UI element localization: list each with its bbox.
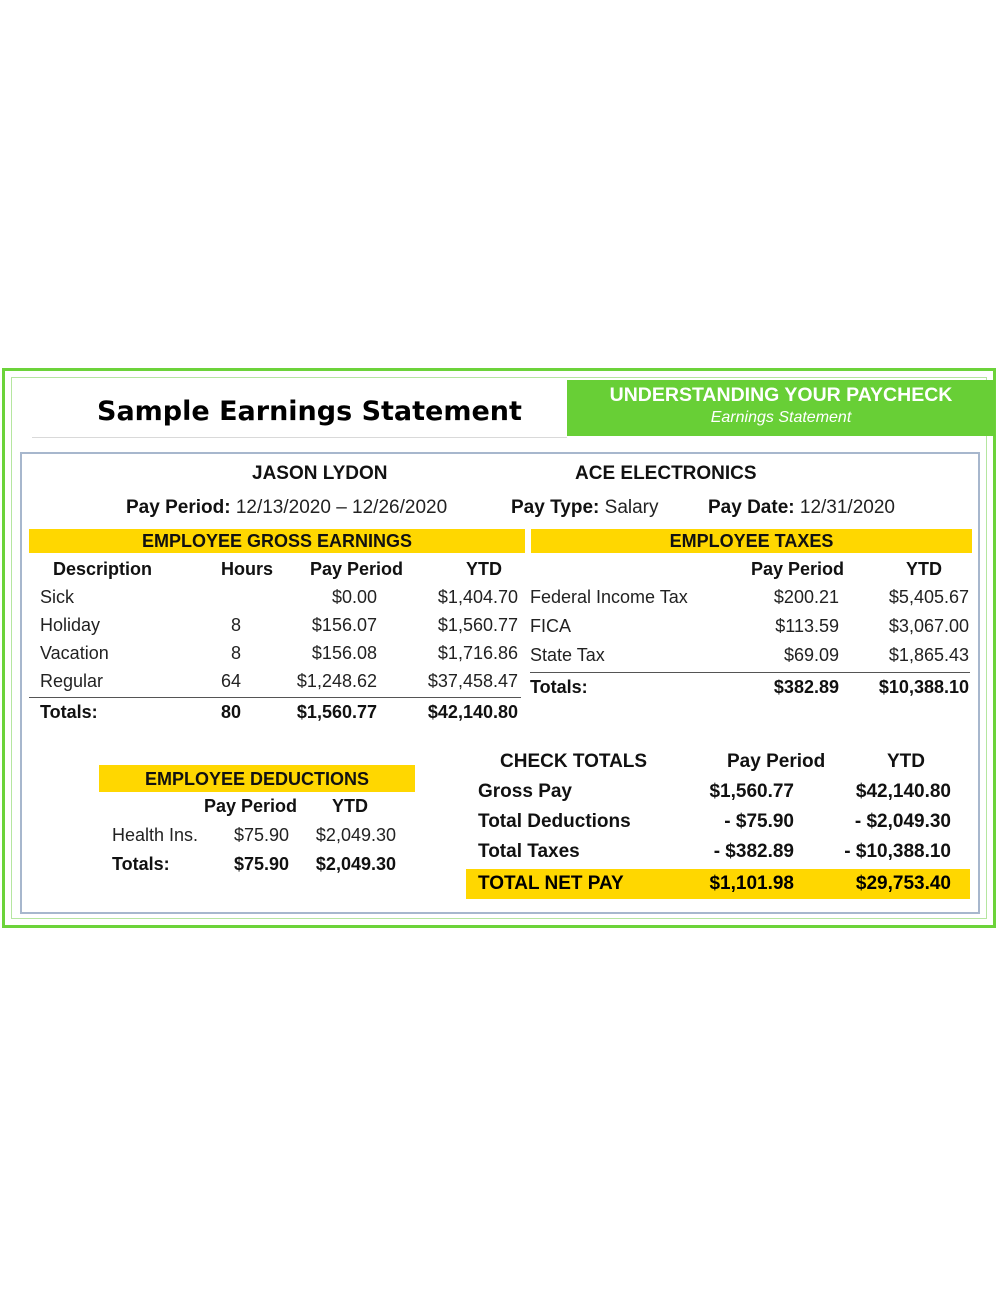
gross-row-hours: 8 <box>230 643 241 663</box>
gross-row-ytd: $1,404.70 <box>437 587 518 607</box>
taxes-col-pay-period: Pay Period <box>751 559 845 579</box>
gross-earnings-heading: EMPLOYEE GROSS EARNINGS <box>141 531 413 551</box>
deduction-totals-label: Totals: <box>112 854 170 874</box>
tax-row-ytd: $5,405.67 <box>888 587 969 607</box>
page-title: Sample Earnings Statement <box>97 396 522 427</box>
tax-totals-period: $382.89 <box>773 677 839 697</box>
check-row-label: Total Taxes <box>478 841 580 862</box>
check-row-label: Total Deductions <box>478 811 631 832</box>
gross-totals-divider <box>29 697 521 698</box>
pay-date-value: 12/31/2020 <box>799 497 895 518</box>
gross-row-period: $0.00 <box>331 587 377 607</box>
tax-row-desc: Federal Income Tax <box>530 587 688 607</box>
check-row-period: - $382.89 <box>713 841 794 862</box>
taxes-col-ytd: YTD <box>906 559 942 579</box>
deduction-row-period: $75.90 <box>233 825 289 845</box>
check-col-pay-period: Pay Period <box>727 751 826 772</box>
gross-row-period: $1,248.62 <box>296 671 377 691</box>
tax-row-ytd: $3,067.00 <box>888 616 969 636</box>
tax-totals-label: Totals: <box>530 677 588 697</box>
pay-date-info <box>708 497 895 519</box>
check-row-period: - $75.90 <box>724 811 794 832</box>
gross-row-desc: Vacation <box>40 643 109 663</box>
check-row-ytd: $42,140.80 <box>855 781 951 802</box>
gross-row-ytd: $1,560.77 <box>437 615 518 635</box>
gross-totals-hours: 80 <box>220 702 241 722</box>
gross-col-description: Description <box>53 559 153 579</box>
check-totals-heading: CHECK TOTALS <box>500 751 648 772</box>
gross-row-ytd: $1,716.86 <box>437 643 518 663</box>
tax-row-period: $113.59 <box>775 616 839 636</box>
pay-period-info <box>126 497 447 519</box>
net-pay-label: TOTAL NET PAY <box>478 873 624 894</box>
check-row-period: $1,560.77 <box>709 781 794 802</box>
check-col-ytd: YTD <box>887 751 925 772</box>
check-row-label: Gross Pay <box>478 781 572 802</box>
check-row-ytd: - $2,049.30 <box>854 811 951 832</box>
net-pay-ytd: $29,753.40 <box>855 873 951 894</box>
employee-name: JASON LYDON <box>252 463 388 484</box>
gross-totals-label: Totals: <box>40 702 98 722</box>
gross-row-hours: 64 <box>220 671 241 691</box>
taxes-totals-divider <box>530 672 970 673</box>
tax-row-period: $200.21 <box>773 587 839 607</box>
taxes-heading: EMPLOYEE TAXES <box>669 531 834 551</box>
gross-totals-ytd: $42,140.80 <box>427 702 518 722</box>
gross-row-desc: Holiday <box>40 615 101 635</box>
gross-col-pay-period: Pay Period <box>310 559 404 579</box>
gross-row-period: $156.08 <box>311 643 377 663</box>
company-name: ACE ELECTRONICS <box>575 463 757 484</box>
pay-type-value: Salary <box>604 497 659 518</box>
gross-row-desc: Regular <box>40 671 104 691</box>
gross-row-period: $156.07 <box>311 615 377 635</box>
deduction-totals-ytd: $2,049.30 <box>315 854 396 874</box>
gross-row-ytd: $37,458.47 <box>427 671 518 691</box>
banner-subtitle: Earnings Statement <box>710 409 852 426</box>
deductions-col-pay-period: Pay Period <box>204 796 298 816</box>
deduction-row-ytd: $2,049.30 <box>315 825 396 845</box>
tax-row-period: $69.09 <box>783 645 839 665</box>
tax-row-desc: State Tax <box>530 645 605 665</box>
gross-row-hours: 8 <box>230 615 241 635</box>
deductions-heading: EMPLOYEE DEDUCTIONS <box>144 769 370 789</box>
gross-totals-period: $1,560.77 <box>296 702 377 722</box>
pay-type-label: Pay Type: <box>511 497 600 518</box>
title-divider <box>32 437 567 438</box>
deduction-totals-period: $75.90 <box>233 854 289 874</box>
tax-row-ytd: $1,865.43 <box>888 645 969 665</box>
gross-col-hours: Hours <box>221 559 274 579</box>
net-pay-period: $1,101.98 <box>709 873 794 894</box>
pay-period-value: 12/13/2020 – 12/26/2020 <box>235 497 448 518</box>
header-banner <box>567 380 995 436</box>
pay-type-info <box>511 497 659 519</box>
gross-row-desc: Sick <box>40 587 75 607</box>
tax-totals-ytd: $10,388.10 <box>878 677 969 697</box>
check-row-ytd: - $10,388.10 <box>844 841 951 862</box>
pay-date-label: Pay Date: <box>708 497 795 518</box>
tax-row-desc: FICA <box>530 616 572 636</box>
pay-period-label: Pay Period: <box>126 497 231 518</box>
banner-title: UNDERSTANDING YOUR PAYCHECK <box>609 384 953 406</box>
gross-col-ytd: YTD <box>466 559 502 579</box>
deduction-row-desc: Health Ins. <box>112 825 199 845</box>
deductions-col-ytd: YTD <box>332 796 368 816</box>
